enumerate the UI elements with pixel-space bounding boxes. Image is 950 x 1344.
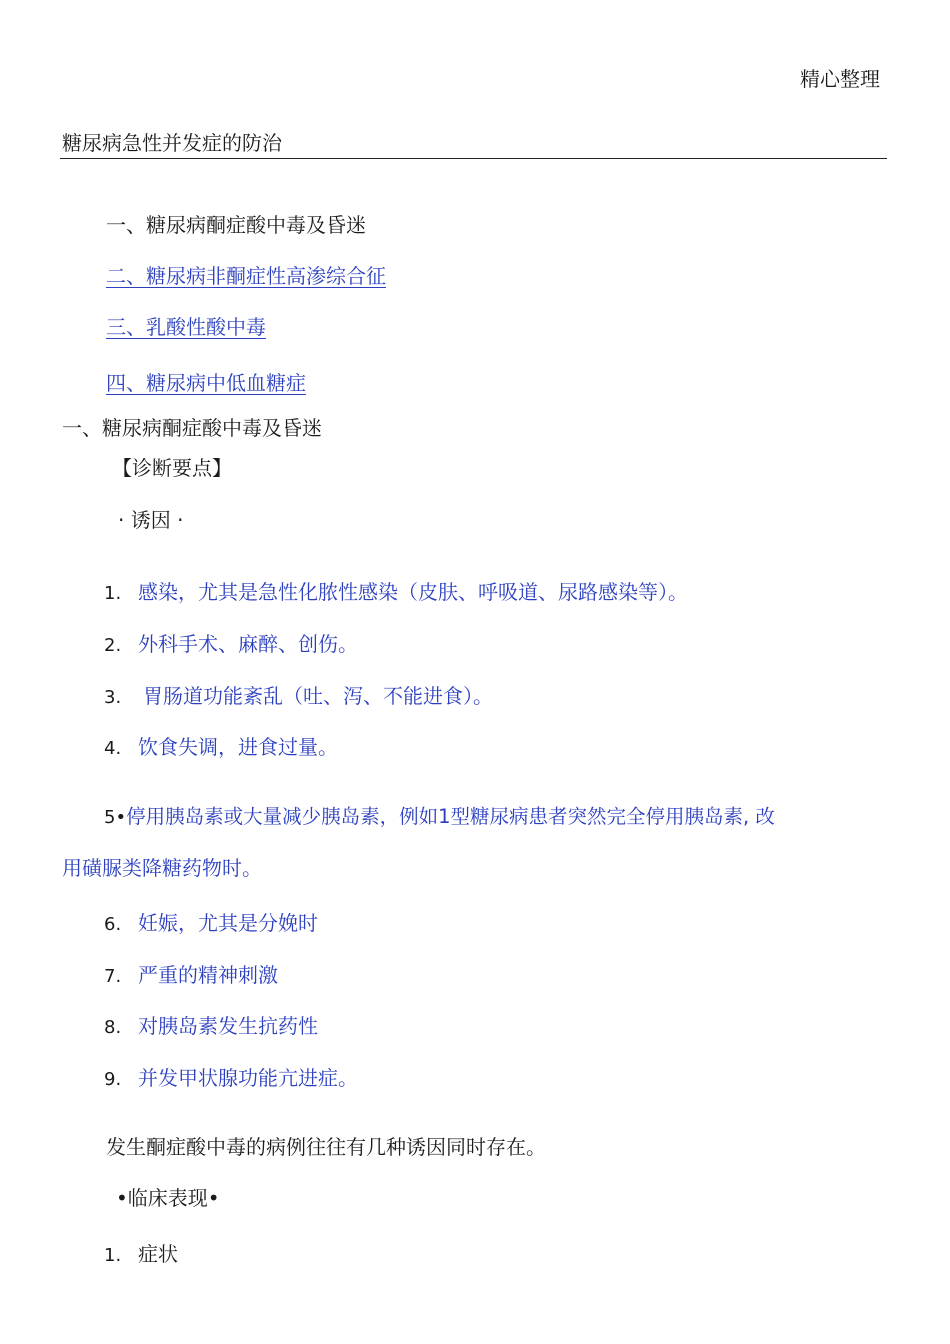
list-item (104, 910, 318, 938)
toc-item-1: 一、糖尿病酮症酸中毒及昏迷 (106, 213, 366, 237)
list-item (104, 962, 278, 990)
list-text: 感染，尤其是急性化脓性感染（皮肤、呼吸道、尿路感染等）。 (138, 580, 688, 604)
list-text: 并发甲状腺功能亢进症。 (138, 1066, 358, 1090)
list-text: 停用胰岛素或大量减少胰岛素，例如1型糖尿病患者突然完全停用胰岛素, 改 (126, 805, 775, 828)
list-number: 8. (104, 1017, 122, 1038)
list-item (104, 579, 688, 607)
clinical-label: •临床表现• (116, 1186, 220, 1210)
list-item-5 (104, 803, 775, 831)
header-note: 精心整理 (800, 67, 880, 91)
toc-link-2[interactable]: 二、糖尿病非酮症性高渗综合征 (106, 264, 386, 288)
list-item (104, 683, 493, 711)
list-number: 9. (104, 1069, 122, 1090)
list-text: 严重的精神刺激 (138, 963, 278, 987)
list-item (104, 631, 358, 659)
diagnosis-label: 【诊断要点】 (112, 456, 232, 480)
toc-link-3[interactable]: 三、乳酸性酸中毒 (106, 315, 266, 339)
list-item (104, 1013, 318, 1041)
list-item (104, 1241, 178, 1269)
list-text: 外科手术、麻醉、创伤。 (138, 632, 358, 656)
list-item-5-continuation: 用磺脲类降糖药物时。 (62, 856, 262, 880)
list-text: 妊娠，尤其是分娩时 (138, 911, 318, 935)
title-divider (60, 158, 887, 159)
toc-link-4[interactable]: 四、糖尿病中低血糖症 (106, 371, 306, 395)
list-number: 2. (104, 635, 122, 656)
list-number: 3. (104, 687, 122, 708)
list-number: 4. (104, 738, 122, 759)
list-item (104, 734, 338, 762)
section-heading: 一、糖尿病酮症酸中毒及昏迷 (62, 416, 322, 440)
list-text: 胃肠道功能紊乱（吐、泻、不能进食）。 (143, 684, 493, 708)
summary-text: 发生酮症酸中毒的病例往往有几种诱因同时存在。 (106, 1135, 546, 1159)
document-title: 糖尿病急性并发症的防治 (62, 131, 282, 155)
cause-label: · 诱因 · (118, 508, 184, 532)
list-number: 1. (104, 583, 122, 604)
list-text: 症状 (138, 1242, 178, 1266)
list-item (104, 1065, 358, 1093)
list-text: 对胰岛素发生抗药性 (138, 1014, 318, 1038)
list-number: 7. (104, 966, 122, 987)
list-text: 饮食失调，进食过量。 (138, 735, 338, 759)
list-number: 1. (104, 1245, 122, 1266)
list-number: 5• (104, 807, 127, 828)
list-number: 6. (104, 914, 122, 935)
